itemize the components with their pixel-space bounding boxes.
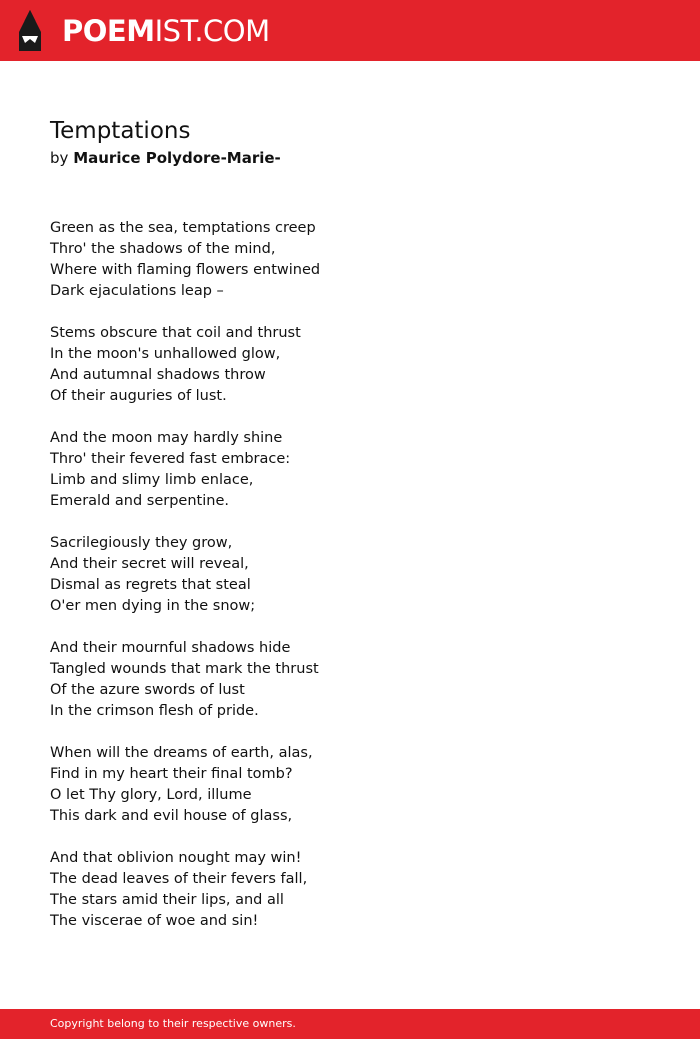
poem-stanza [50,638,670,722]
poem-title: Temptations [50,118,191,144]
poem-line: And that oblivion nought may win! [50,850,302,866]
poem-stanza [50,218,670,302]
poem-line: The dead leaves of their fevers fall, [50,871,308,887]
poem-line: And autumnal shadows throw [50,367,266,383]
site-footer [0,1009,700,1039]
poem-line: When will the dreams of earth, alas, [50,745,313,761]
poem-line: This dark and evil house of glass, [50,808,293,824]
poem-line: The stars amid their lips, and all [50,892,284,908]
poem-line: Sacrilegiously they grow, [50,535,233,551]
poem-line: Tangled wounds that mark the thrust [50,661,319,677]
poem-line: In the moon's unhallowed glow, [50,346,281,362]
poem-line: And their secret will reveal, [50,556,249,572]
poem-line: Dark ejaculations leap – [50,283,224,299]
poem-line: And their mournful shadows hide [50,640,291,656]
poem-stanza [50,743,670,827]
poem-body [50,218,670,953]
poem-author: Maurice Polydore-Marie- [73,149,281,167]
site-header [0,0,700,61]
poem-line: Thro' their fevered fast embrace: [50,451,291,467]
poem-byline [50,148,281,169]
poem-line: Of the azure swords of lust [50,682,245,698]
poem-line: Limb and slimy limb enlace, [50,472,254,488]
poem-stanza [50,323,670,407]
brand-light: IST.COM [154,14,270,48]
poem-line: Green as the sea, temptations creep [50,220,316,236]
poem-line: O let Thy glory, Lord, illume [50,787,252,803]
copyright-text: Copyright belong to their respective owners. [50,1017,296,1030]
by-label: by [50,149,69,167]
pencil-tip-icon[interactable] [18,10,42,51]
poem-line: Of their auguries of lust. [50,388,227,404]
poem-line: O'er men dying in the snow; [50,598,256,614]
poem-line: Dismal as regrets that steal [50,577,251,593]
poem-line: Emerald and serpentine. [50,493,229,509]
poem-stanza [50,533,670,617]
brand-bold: POEM [62,14,155,48]
poem-line: Stems obscure that coil and thrust [50,325,301,341]
poem-stanza [50,848,670,932]
poem-line: The viscerae of woe and sin! [50,913,259,929]
poem-line: Where with flaming flowers entwined [50,262,321,278]
poem-line: Find in my heart their final tomb? [50,766,293,782]
poem-line: Thro' the shadows of the mind, [50,241,276,257]
poem-stanza [50,428,670,512]
site-logo-text[interactable] [62,11,270,51]
poem-line: And the moon may hardly shine [50,430,283,446]
poem-line: In the crimson flesh of pride. [50,703,259,719]
